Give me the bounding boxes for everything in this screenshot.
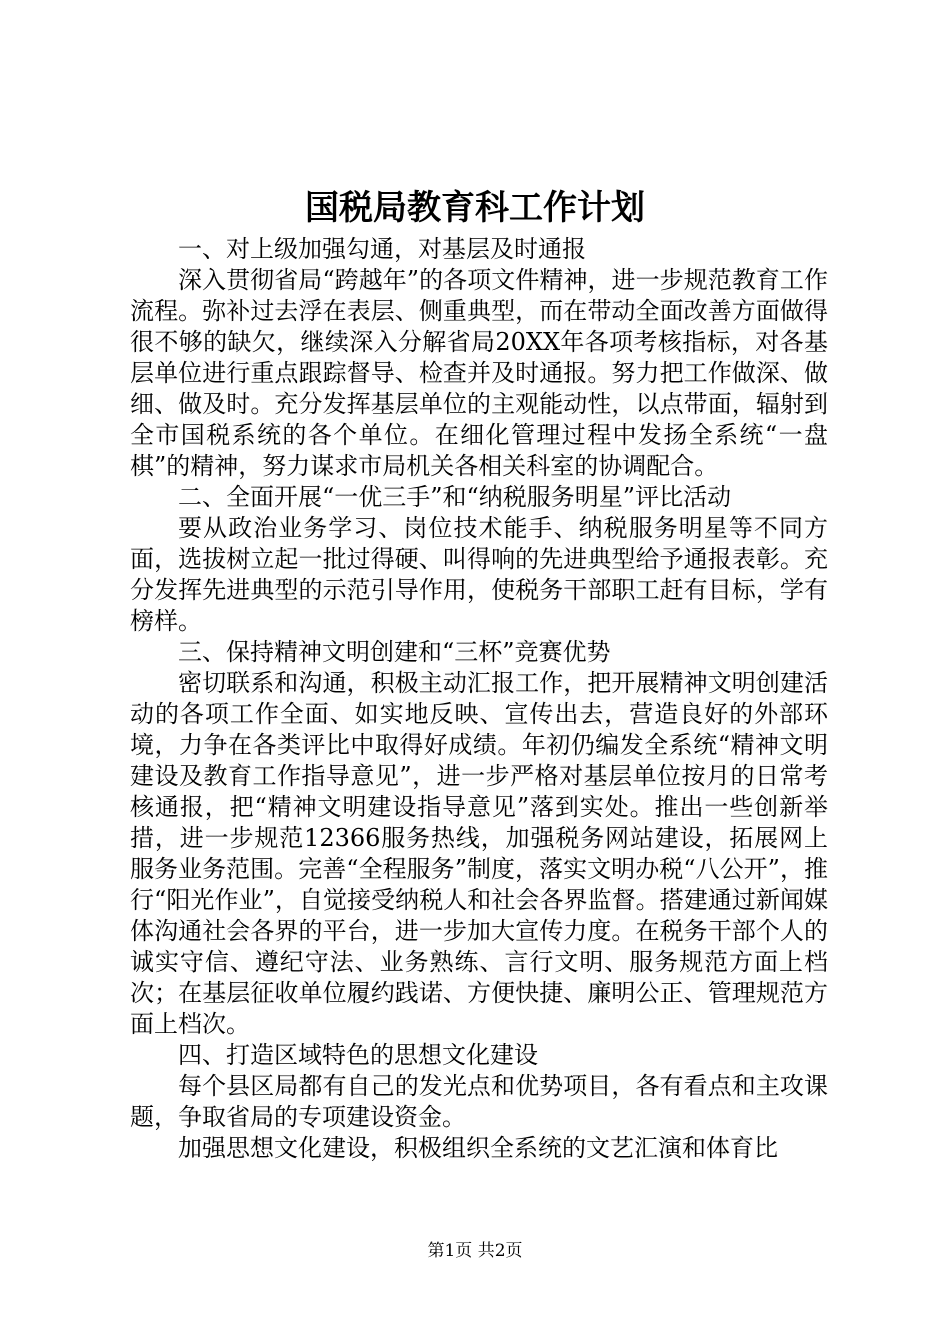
section-heading-2: 二、全面开展“一优三手”和“纳税服务明星”评比活动 bbox=[178, 483, 732, 511]
section-heading-1: 一、对上级加强勾通，对基层及时通报 bbox=[178, 235, 586, 263]
section-heading-3: 三、保持精神文明创建和“三杯”竞赛优势 bbox=[178, 638, 611, 666]
paragraph: 密切联系和沟通，积极主动汇报工作，把开展精神文明创建活动的各项工作全面、如实地反映、宣传出去，营造良好的外部环境，力争在各类评比中取得好成绩。年初仍编发全系统“精神文明建设及教育工作指导意见”，进一步严格对基层单位按月的日常考核通报，把“精神文明建设指导意见”落到实处。推出一些创新举措，进一步规范12366服务热线，加强税务网站建设，拓展网上服务业务范围。完善“全程服务”制度，落实文明办税“八公开”，推行“阳光作业”，自觉接受纳税人和社会各界监督。搭建通过新闻媒体沟通社会各界的平台，进一步加大宣传力度。在税务干部个人的诚实守信、遵纪守法、业务熟练、言行文明、服务规范方面上档次；在基层征收单位履约践诺、方便快捷、廉明公正、管理规范方面上档次。 bbox=[130, 669, 828, 1038]
document-title: 国税局教育科工作计划 bbox=[305, 188, 645, 228]
paragraph: 深入贯彻省局“跨越年”的各项文件精神，进一步规范教育工作流程。弥补过去浮在表层、侧重典型，而在带动全面改善方面做得很不够的缺欠，继续深入分解省局20XX年各项考核指标，对各基层单位进行重点跟踪督导、检查并及时通报。努力把工作做深、做细、做及时。充分发挥基层单位的主观能动性，以点带面，辐射到全市国税系统的各个单位。在细化管理过程中发扬全系统“一盘棋”的精神，努力谋求市局机关各相关科室的协调配合。 bbox=[130, 266, 828, 480]
paragraph: 加强思想文化建设，积极组织全系统的文艺汇演和体育比 bbox=[178, 1134, 778, 1162]
paragraph: 每个县区局都有自己的发光点和优势项目，各有看点和主攻课题，争取省局的专项建设资金。 bbox=[130, 1072, 828, 1131]
section-heading-4: 四、打造区域特色的思想文化建设 bbox=[178, 1041, 538, 1069]
page-indicator: 第1页 共2页 bbox=[427, 1241, 523, 1261]
paragraph: 要从政治业务学习、岗位技术能手、纳税服务明星等不同方面，选拔树立起一批过得硬、叫得响的先进典型给予通报表彰。充分发挥先进典型的示范引导作用，使税务干部职工赶有目标，学有榜样。 bbox=[130, 514, 828, 635]
document-body bbox=[130, 234, 828, 1164]
